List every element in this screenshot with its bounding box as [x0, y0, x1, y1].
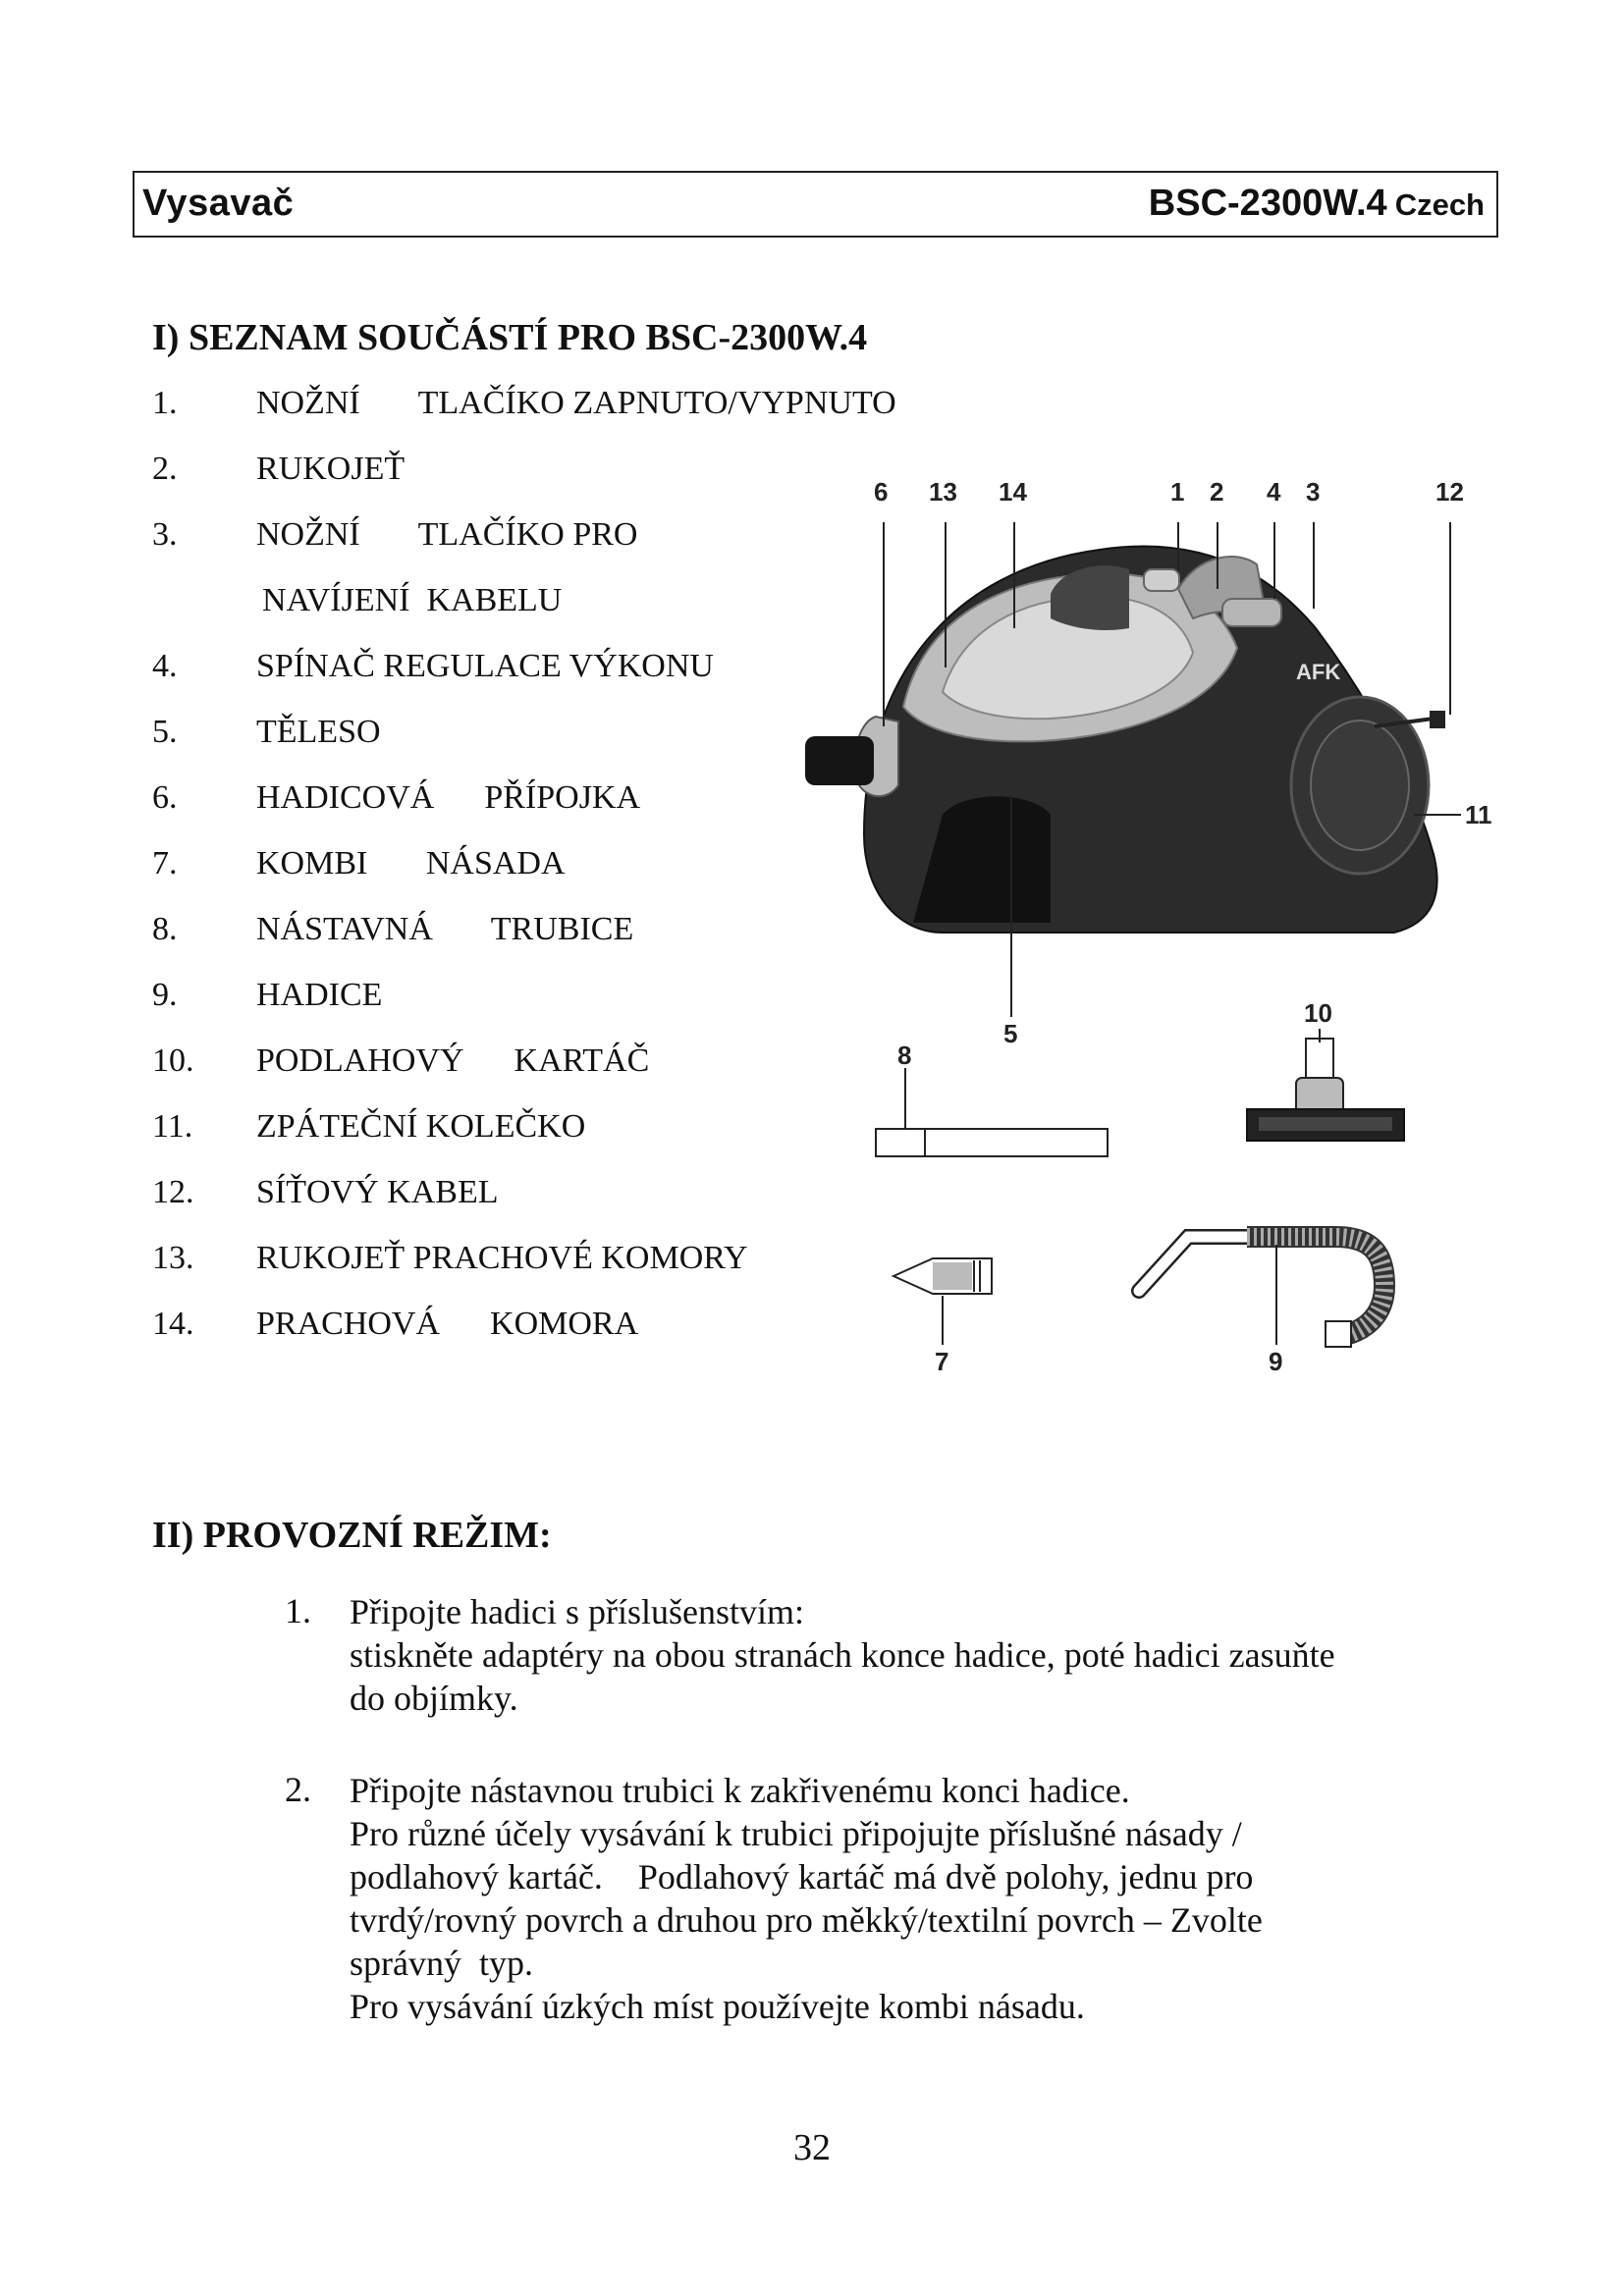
part-number: 12.	[152, 1174, 194, 1210]
callout-8: 8	[897, 1041, 912, 1070]
callout-5: 5	[1003, 1019, 1018, 1048]
step-line: tvrdý/rovný povrch a druhou pro měkký/textilní povrch – Zvolte	[350, 1900, 1263, 1940]
callout-13: 13	[929, 477, 957, 507]
operation-steps	[285, 1590, 1502, 2077]
step-line: správný typ.	[350, 1944, 533, 1983]
callout-4: 4	[1267, 477, 1281, 507]
part-text: PODLAHOVÝ KARTÁČ	[256, 1042, 650, 1079]
part-text: NOŽNÍ TLAČÍKO PRO	[256, 516, 638, 553]
brand-logo: AFK	[1296, 660, 1341, 684]
part-number: 8.	[152, 911, 178, 947]
step-line: stiskněte adaptéry na obou stranách konce hadice, poté hadici zasuňte	[350, 1635, 1335, 1675]
callout-3: 3	[1306, 477, 1321, 507]
step-line: Připojte nástavnou trubici k zakřivenému konci hadice.	[350, 1771, 1130, 1810]
header-title: Vysavač	[142, 183, 295, 224]
page-number: 32	[793, 2127, 831, 2168]
step-number: 2.	[285, 1770, 311, 1809]
step-line: Pro vysávání úzkých míst používejte kombi násadu.	[350, 1987, 1085, 2026]
vacuum-diagram-svg	[805, 461, 1492, 1374]
step-line: do objímky.	[350, 1679, 518, 1718]
part-text: SÍŤOVÝ KABEL	[256, 1174, 499, 1210]
part-text: RUKOJEŤ	[256, 451, 406, 487]
step-item	[285, 1590, 1502, 1720]
part-number: 6.	[152, 779, 178, 816]
section2-title: II) PROVOZNÍ REŽIM:	[152, 1515, 552, 1556]
part-number: 9.	[152, 977, 178, 1013]
callout-11: 11	[1465, 800, 1492, 829]
part-text: ZPÁTEČNÍ KOLEČKO	[256, 1108, 586, 1145]
callout-10: 10	[1304, 998, 1332, 1028]
callout-1: 1	[1170, 477, 1185, 507]
step-lines	[350, 1590, 1502, 1720]
callout-6: 6	[874, 477, 889, 507]
section1-title: I) SEZNAM SOUČÁSTÍ PRO BSC-2300W.4	[152, 317, 868, 358]
part-text: HADICOVÁ PŘÍPOJKA	[256, 779, 641, 816]
callout-14: 14	[999, 477, 1027, 507]
step-line: Připojte hadici s příslušenstvím:	[350, 1592, 804, 1631]
step-item	[285, 1769, 1502, 2028]
part-text: SPÍNAČ REGULACE VÝKONU	[256, 648, 714, 684]
header-model	[1149, 183, 1485, 225]
part-number: 1.	[152, 385, 178, 421]
part-text: NOŽNÍ TLAČÍKO ZAPNUTO/VYPNUTO	[256, 385, 896, 421]
part-number: 14.	[152, 1306, 194, 1342]
vacuum-body-illustration	[805, 547, 1445, 933]
part-number: 4.	[152, 648, 178, 684]
step-lines	[350, 1769, 1502, 2028]
part-text: NÁSTAVNÁ TRUBICE	[256, 911, 634, 947]
header-language: Czech	[1394, 187, 1485, 222]
part-text: HADICE	[256, 977, 383, 1013]
header-box	[133, 171, 1498, 238]
step-line: podlahový kartáč. Podlahový kartáč má dvě polohy, jednu pro	[350, 1857, 1254, 1896]
part-number: 3.	[152, 516, 178, 553]
header-model-number: BSC-2300W.4	[1148, 183, 1387, 224]
accessories-illustration	[876, 1039, 1404, 1347]
callout-7: 7	[935, 1347, 949, 1374]
step-number: 1.	[285, 1591, 311, 1630]
step-line: Pro různé účely vysávání k trubici připojujte příslušné násady /	[350, 1814, 1242, 1853]
part-text: TĚLESO	[256, 714, 381, 750]
part-number: 7.	[152, 845, 178, 881]
part-text: NAVÍJENÍ KABELU	[262, 582, 563, 618]
part-text: PRACHOVÁ KOMORA	[256, 1306, 639, 1342]
part-number: 13.	[152, 1240, 194, 1276]
part-number: 2.	[152, 451, 178, 487]
part-number: 11.	[152, 1108, 193, 1145]
callout-9: 9	[1269, 1347, 1283, 1374]
vacuum-diagram	[805, 461, 1492, 1374]
callout-2: 2	[1210, 477, 1224, 507]
part-text: KOMBI NÁSADA	[256, 845, 566, 881]
part-number: 10.	[152, 1042, 194, 1079]
part-number: 5.	[152, 714, 178, 750]
callout-12: 12	[1435, 477, 1464, 507]
part-text: RUKOJEŤ PRACHOVÉ KOMORY	[256, 1240, 748, 1276]
